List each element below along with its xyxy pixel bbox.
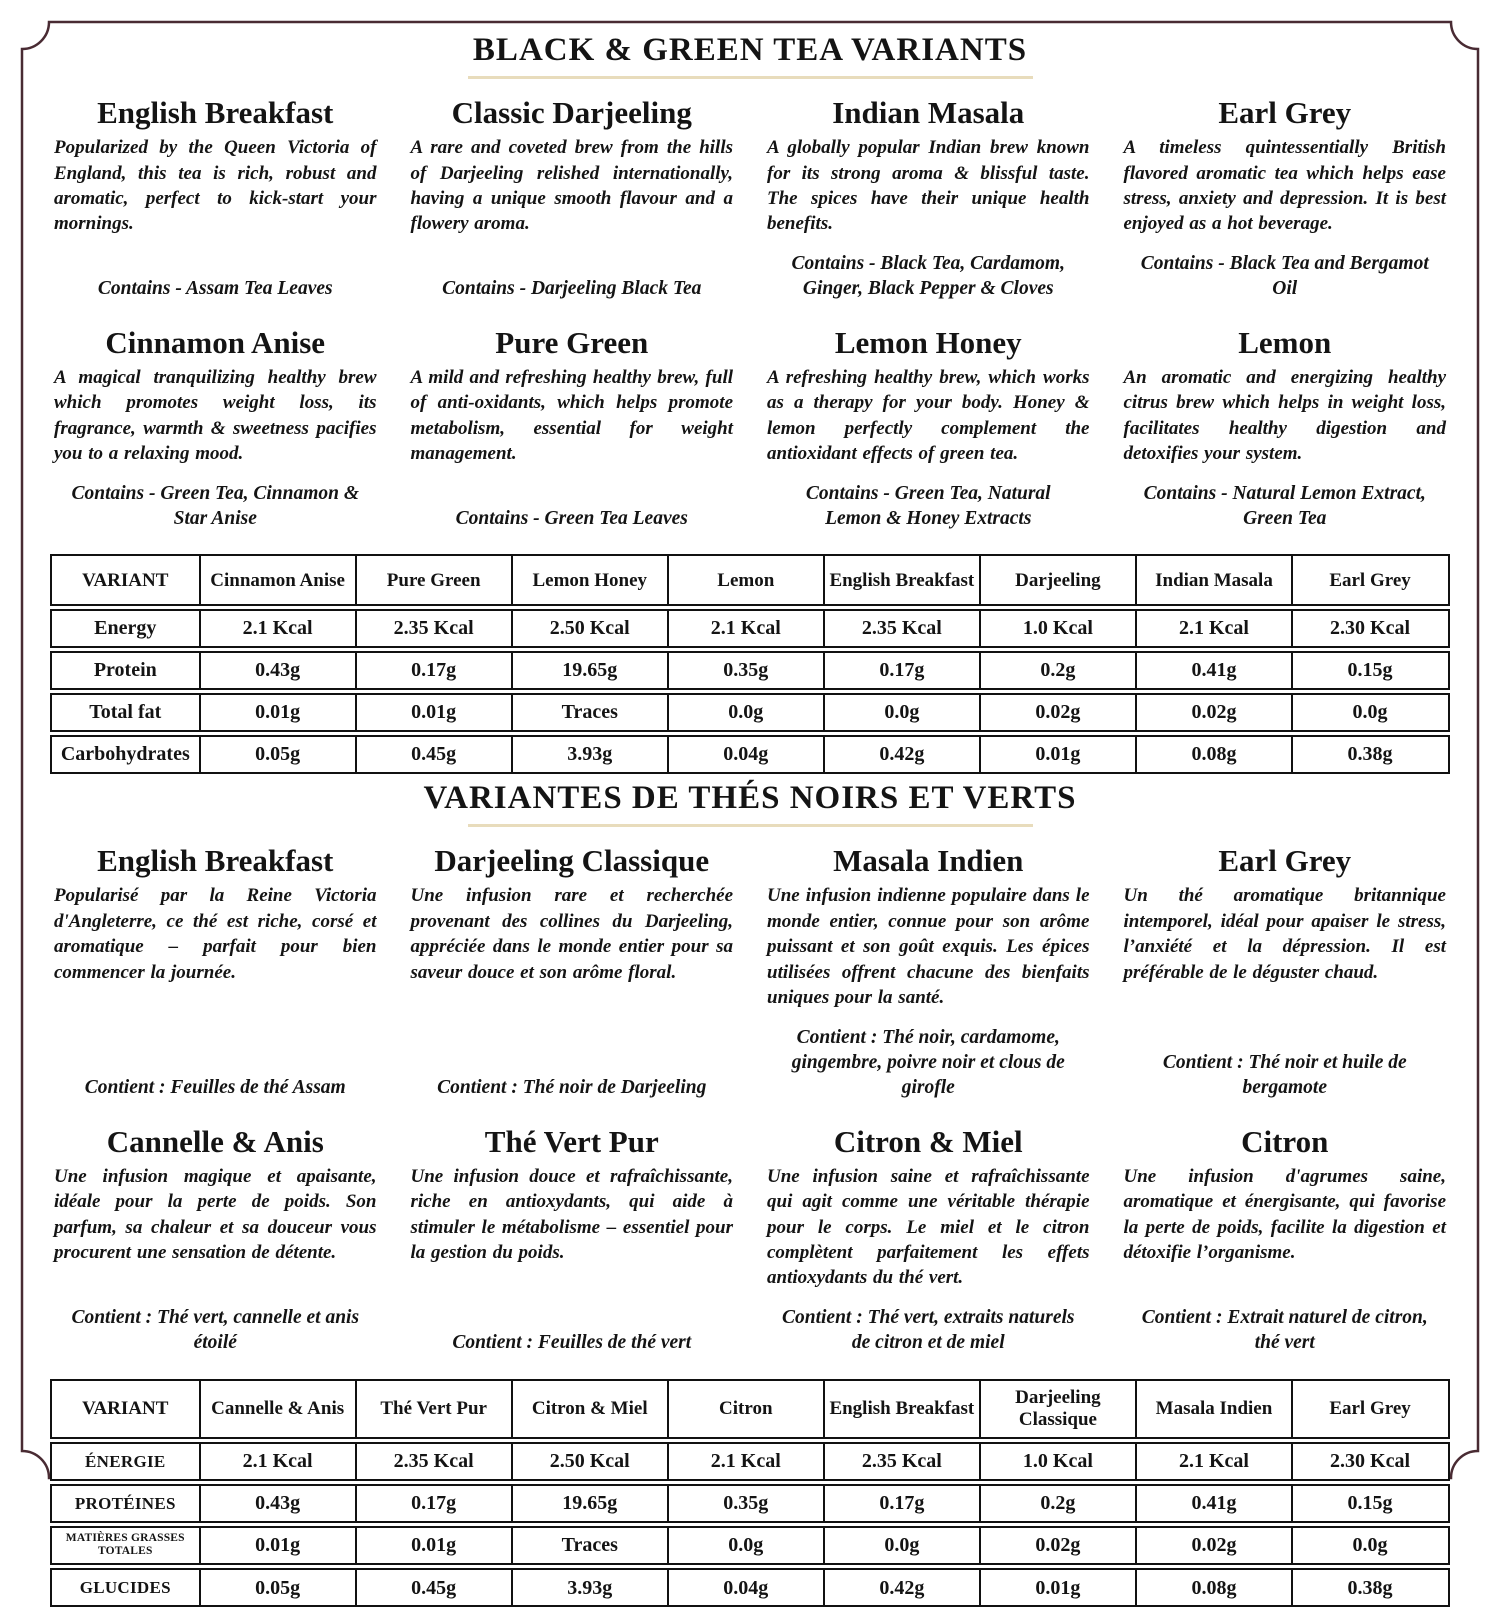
table-header-cell: VARIANT <box>82 569 169 591</box>
variant-contains: Contains - Natural Lemon Extract, Green Tea <box>1143 482 1426 529</box>
value-cell: 0.08g <box>1135 737 1291 772</box>
table-row-energy <box>50 609 1450 648</box>
value-cell: Traces <box>511 1528 667 1564</box>
value-cell: 0.2g <box>979 1486 1135 1521</box>
value-cell: 2.30 Kcal <box>1291 611 1447 646</box>
value-cell: 0.0g <box>823 1528 979 1564</box>
value-cell: 0.01g <box>355 1528 511 1564</box>
variant-contains: Contient : Thé noir et huile de bergamote <box>1162 1051 1407 1099</box>
value-cell: 2.1 Kcal <box>667 1444 823 1479</box>
variant-name: Earl Grey <box>1218 843 1352 879</box>
section-title-en: BLACK & GREEN TEA VARIANTS <box>472 32 1028 68</box>
value-cell: 0.01g <box>979 737 1135 772</box>
value-cell: 2.35 Kcal <box>823 611 979 646</box>
variant-contains: Contient : Feuilles de thé Assam <box>84 1077 346 1099</box>
table-header-cell: Citron <box>667 1381 823 1437</box>
table-header-cell: Lemon <box>667 556 823 604</box>
variant-contains: Contient : Thé vert, extraits naturels de citron et de miel <box>781 1306 1075 1354</box>
value-cell: 0.0g <box>667 695 823 730</box>
row-label-cell: PROTÉINES <box>74 1493 176 1513</box>
variant-contains: Contains - Green Tea, Natural Lemon & Honey Extracts <box>805 482 1051 529</box>
table-header-cell: Earl Grey <box>1291 556 1447 604</box>
variant-name: Cannelle & Anis <box>106 1123 324 1159</box>
variant-name: Classic Darjeeling <box>451 95 692 130</box>
table-header-cell: Darjeeling Classique <box>979 1381 1135 1437</box>
value-cell: 19.65g <box>511 1486 667 1521</box>
row-label-cell: ÉNERGIE <box>85 1451 166 1471</box>
variant-contains: Contains - Black Tea, Cardamom, Ginger, Black Pepper & Cloves <box>791 252 1065 300</box>
nutrition-table-en <box>50 554 1450 774</box>
variant-description: Une infusion douce et rafraîchissante, riche en antioxydants, qui aide à stimuler le métabolisme – essentiel pour la gestion du poids. <box>410 1165 733 1264</box>
row-label-cell: Total fat <box>89 701 162 724</box>
variant-card <box>1122 315 1449 545</box>
variant-name: Cinnamon Anise <box>105 324 326 360</box>
variant-card <box>409 1114 736 1369</box>
variant-contains: Contient : Thé noir, cardamome, gingembre, poivre noir et clous de girofle <box>791 1026 1065 1099</box>
value-cell: 0.17g <box>823 1486 979 1521</box>
variant-description: Popularized by the Queen Victoria of England, this tea is rich, robust and aromatic, perfect to kick-start your mornings. <box>54 137 377 235</box>
value-cell: 0.05g <box>199 737 355 772</box>
row-label-cell: MATIÈRES GRASSES TOTALES <box>65 1531 185 1558</box>
variant-name: English Breakfast <box>97 95 334 130</box>
variant-contains: Contains - Assam Tea Leaves <box>97 278 333 300</box>
variant-card <box>1122 833 1449 1113</box>
variant-name: Darjeeling Classique <box>434 843 710 879</box>
value-cell: 0.45g <box>355 737 511 772</box>
value-cell: 0.02g <box>1135 1528 1291 1564</box>
variant-card <box>52 833 379 1113</box>
value-cell: 0.0g <box>823 695 979 730</box>
value-cell: 2.35 Kcal <box>355 611 511 646</box>
title-rule-en <box>468 76 1033 79</box>
variant-grid-en <box>48 85 1452 544</box>
value-cell: 2.1 Kcal <box>667 611 823 646</box>
table-header-row <box>50 1379 1450 1439</box>
value-cell: 3.93g <box>511 1570 667 1605</box>
value-cell: 0.35g <box>667 1486 823 1521</box>
variant-card <box>409 85 736 315</box>
variant-description: A mild and refreshing healthy brew, full of anti-oxidants, which helps promote metabolism, essential for weight management. <box>410 366 733 465</box>
table-row-total-fat <box>50 693 1450 732</box>
value-cell: 0.0g <box>1291 1528 1447 1564</box>
value-cell: 0.15g <box>1291 653 1447 688</box>
table-header-cell: Earl Grey <box>1291 1381 1447 1437</box>
value-cell: 0.0g <box>1291 695 1447 730</box>
table-row-glucides <box>50 1568 1450 1607</box>
variant-description: A timeless quintessentially British flavored aromatic tea which helps ease stress, anxiety and depression. It is best enjoyed as a hot beverage. <box>1123 137 1446 235</box>
value-cell: Traces <box>511 695 667 730</box>
value-cell: 0.2g <box>979 653 1135 688</box>
value-cell: 0.0g <box>667 1528 823 1564</box>
row-label-cell: GLUCIDES <box>79 1578 171 1598</box>
value-cell: 0.38g <box>1291 1570 1447 1605</box>
value-cell: 0.01g <box>355 695 511 730</box>
value-cell: 1.0 Kcal <box>979 1444 1135 1479</box>
variant-contains: Contains - Green Tea Leaves <box>455 507 688 529</box>
variant-contains: Contains - Black Tea and Bergamot Oil <box>1140 252 1429 300</box>
value-cell: 0.41g <box>1135 653 1291 688</box>
value-cell: 0.43g <box>199 653 355 688</box>
variant-card <box>765 833 1092 1113</box>
value-cell: 2.35 Kcal <box>823 1444 979 1479</box>
variant-card <box>765 315 1092 545</box>
table-header-row <box>50 554 1450 606</box>
variant-name: Lemon <box>1238 324 1332 360</box>
table-header-cell: Masala Indien <box>1135 1381 1291 1437</box>
variant-card <box>765 85 1092 315</box>
value-cell: 0.42g <box>823 737 979 772</box>
variant-name: Earl Grey <box>1218 95 1352 130</box>
variant-description: A refreshing healthy brew, which works as a therapy for your body. Honey & lemon perfectly complement the antioxidant effects of green tea. <box>767 366 1090 465</box>
value-cell: 0.02g <box>979 1528 1135 1564</box>
table-header-cell: English Breakfast <box>823 1381 979 1437</box>
variant-name: Masala Indien <box>833 843 1024 879</box>
table-row-carbohydrates <box>50 735 1450 774</box>
value-cell: 2.50 Kcal <box>511 611 667 646</box>
variant-contains: Contient : Thé noir de Darjeeling <box>437 1077 707 1099</box>
value-cell: 0.04g <box>667 737 823 772</box>
table-header-cell: Citron & Miel <box>511 1381 667 1437</box>
table-header-cell: Cinnamon Anise <box>199 556 355 604</box>
row-label-cell: Protein <box>93 659 157 682</box>
value-cell: 0.17g <box>355 653 511 688</box>
value-cell: 0.02g <box>979 695 1135 730</box>
variant-card <box>52 315 379 545</box>
value-cell: 0.01g <box>199 1528 355 1564</box>
value-cell: 0.08g <box>1135 1570 1291 1605</box>
variant-name: English Breakfast <box>97 843 334 879</box>
table-header-cell: Pure Green <box>355 556 511 604</box>
value-cell: 0.17g <box>823 653 979 688</box>
row-label-cell: Carbohydrates <box>60 743 190 766</box>
variant-name: Citron <box>1241 1123 1329 1159</box>
variant-name: Pure Green <box>495 324 649 360</box>
variant-description: A magical tranquilizing healthy brew which promotes weight loss, its fragrance, warmth & sweetness pacifies you to a relaxing mood. <box>54 366 377 465</box>
variant-contains: Contains - Green Tea, Cinnamon & Star Anise <box>71 482 359 529</box>
value-cell: 0.41g <box>1135 1486 1291 1521</box>
variant-description: Une infusion d'agrumes saine, aromatique et énergisante, qui favorise la perte de poids, facilite la digestion et détoxifie l’organisme. <box>1123 1165 1446 1264</box>
variant-description: A globally popular Indian brew known for its strong aroma & blissful taste. The spices have their unique health benefits. <box>767 137 1090 235</box>
table-row-proteines <box>50 1484 1450 1523</box>
table-header-cell: Cannelle & Anis <box>199 1381 355 1437</box>
variant-description: Un thé aromatique britannique intemporel, idéal pour apaiser le stress, l’anxiété et la dépression. Il est préférable de le déguster chaud. <box>1123 885 1446 983</box>
value-cell: 0.17g <box>355 1486 511 1521</box>
variant-description: Une infusion indienne populaire dans le monde entier, connue pour son arôme puissant et son goût exquis. Les épices utilisées offrent chacune des bienfaits uniques pour la santé. <box>767 885 1090 1009</box>
value-cell: 0.04g <box>667 1570 823 1605</box>
value-cell: 0.43g <box>199 1486 355 1521</box>
variant-description: Popularisé par la Reine Victoria d'Angleterre, ce thé est riche, corsé et aromatique – parfait pour bien commencer la journée. <box>54 885 377 983</box>
section-french <box>48 780 1452 1607</box>
variant-description: Une infusion magique et apaisante, idéale pour la perte de poids. Son parfum, sa chaleur et sa douceur vous procurent une sensation de détente. <box>54 1165 377 1264</box>
variant-contains: Contient : Extrait naturel de citron, thé vert <box>1141 1306 1428 1354</box>
value-cell: 2.35 Kcal <box>355 1444 511 1479</box>
table-row-energie <box>50 1442 1450 1481</box>
variant-card <box>765 1114 1092 1369</box>
variant-card <box>52 85 379 315</box>
table-header-cell: Lemon Honey <box>511 556 667 604</box>
value-cell: 2.50 Kcal <box>511 1444 667 1479</box>
table-row-matieres-grasses <box>50 1526 1450 1566</box>
value-cell: 2.1 Kcal <box>199 1444 355 1479</box>
variant-card <box>1122 1114 1449 1369</box>
value-cell: 0.45g <box>355 1570 511 1605</box>
variant-description: A rare and coveted brew from the hills of Darjeeling relished internationally, having a unique smooth flavour and a flowery aroma. <box>410 137 733 235</box>
title-rule-fr <box>468 824 1033 827</box>
variant-name: Indian Masala <box>832 95 1025 130</box>
variant-name: Thé Vert Pur <box>484 1123 659 1159</box>
value-cell: 0.01g <box>979 1570 1135 1605</box>
variant-card <box>1122 85 1449 315</box>
value-cell: 1.0 Kcal <box>979 611 1135 646</box>
value-cell: 2.1 Kcal <box>1135 611 1291 646</box>
value-cell: 0.01g <box>199 695 355 730</box>
table-header-cell: English Breakfast <box>823 556 979 604</box>
variant-card <box>409 315 736 545</box>
row-label-cell: Energy <box>94 617 157 640</box>
table-header-cell: Darjeeling <box>979 556 1135 604</box>
table-header-cell: VARIANT <box>82 1397 169 1419</box>
section-english <box>48 32 1452 774</box>
value-cell: 0.15g <box>1291 1486 1447 1521</box>
value-cell: 3.93g <box>511 737 667 772</box>
variant-description: An aromatic and energizing healthy citrus brew which helps in weight loss, facilitates healthy digestion and detoxifies your system. <box>1123 366 1446 465</box>
value-cell: 2.1 Kcal <box>1135 1444 1291 1479</box>
value-cell: 2.1 Kcal <box>199 611 355 646</box>
value-cell: 0.05g <box>199 1570 355 1605</box>
variant-name: Lemon Honey <box>834 324 1022 360</box>
variant-card <box>52 1114 379 1369</box>
value-cell: 19.65g <box>511 653 667 688</box>
variant-description: Une infusion rare et recherchée provenant des collines du Darjeeling, appréciée dans le monde entier pour sa saveur douce et son arôme floral. <box>410 885 733 983</box>
variant-name: Citron & Miel <box>833 1123 1023 1159</box>
variant-description: Une infusion saine et rafraîchissante qui agit comme une véritable thérapie pour le corps. Le miel et le citron complètent parfaitement les effets antioxydants du thé vert. <box>767 1165 1090 1289</box>
value-cell: 0.02g <box>1135 695 1291 730</box>
nutrition-table-fr <box>50 1379 1450 1607</box>
value-cell: 2.30 Kcal <box>1291 1444 1447 1479</box>
section-title-fr: VARIANTES DE THÉS NOIRS ET VERTS <box>423 780 1077 817</box>
variant-contains: Contient : Thé vert, cannelle et anis étoilé <box>71 1306 360 1354</box>
value-cell: 0.42g <box>823 1570 979 1605</box>
variant-contains: Contains - Darjeeling Black Tea <box>442 278 702 300</box>
variant-grid-fr <box>48 833 1452 1368</box>
value-cell: 0.38g <box>1291 737 1447 772</box>
table-row-protein <box>50 651 1450 690</box>
variant-card <box>409 833 736 1113</box>
table-header-cell: Indian Masala <box>1135 556 1291 604</box>
variant-contains: Contient : Feuilles de thé vert <box>452 1332 692 1354</box>
value-cell: 0.35g <box>667 653 823 688</box>
table-header-cell: Thé Vert Pur <box>355 1381 511 1437</box>
